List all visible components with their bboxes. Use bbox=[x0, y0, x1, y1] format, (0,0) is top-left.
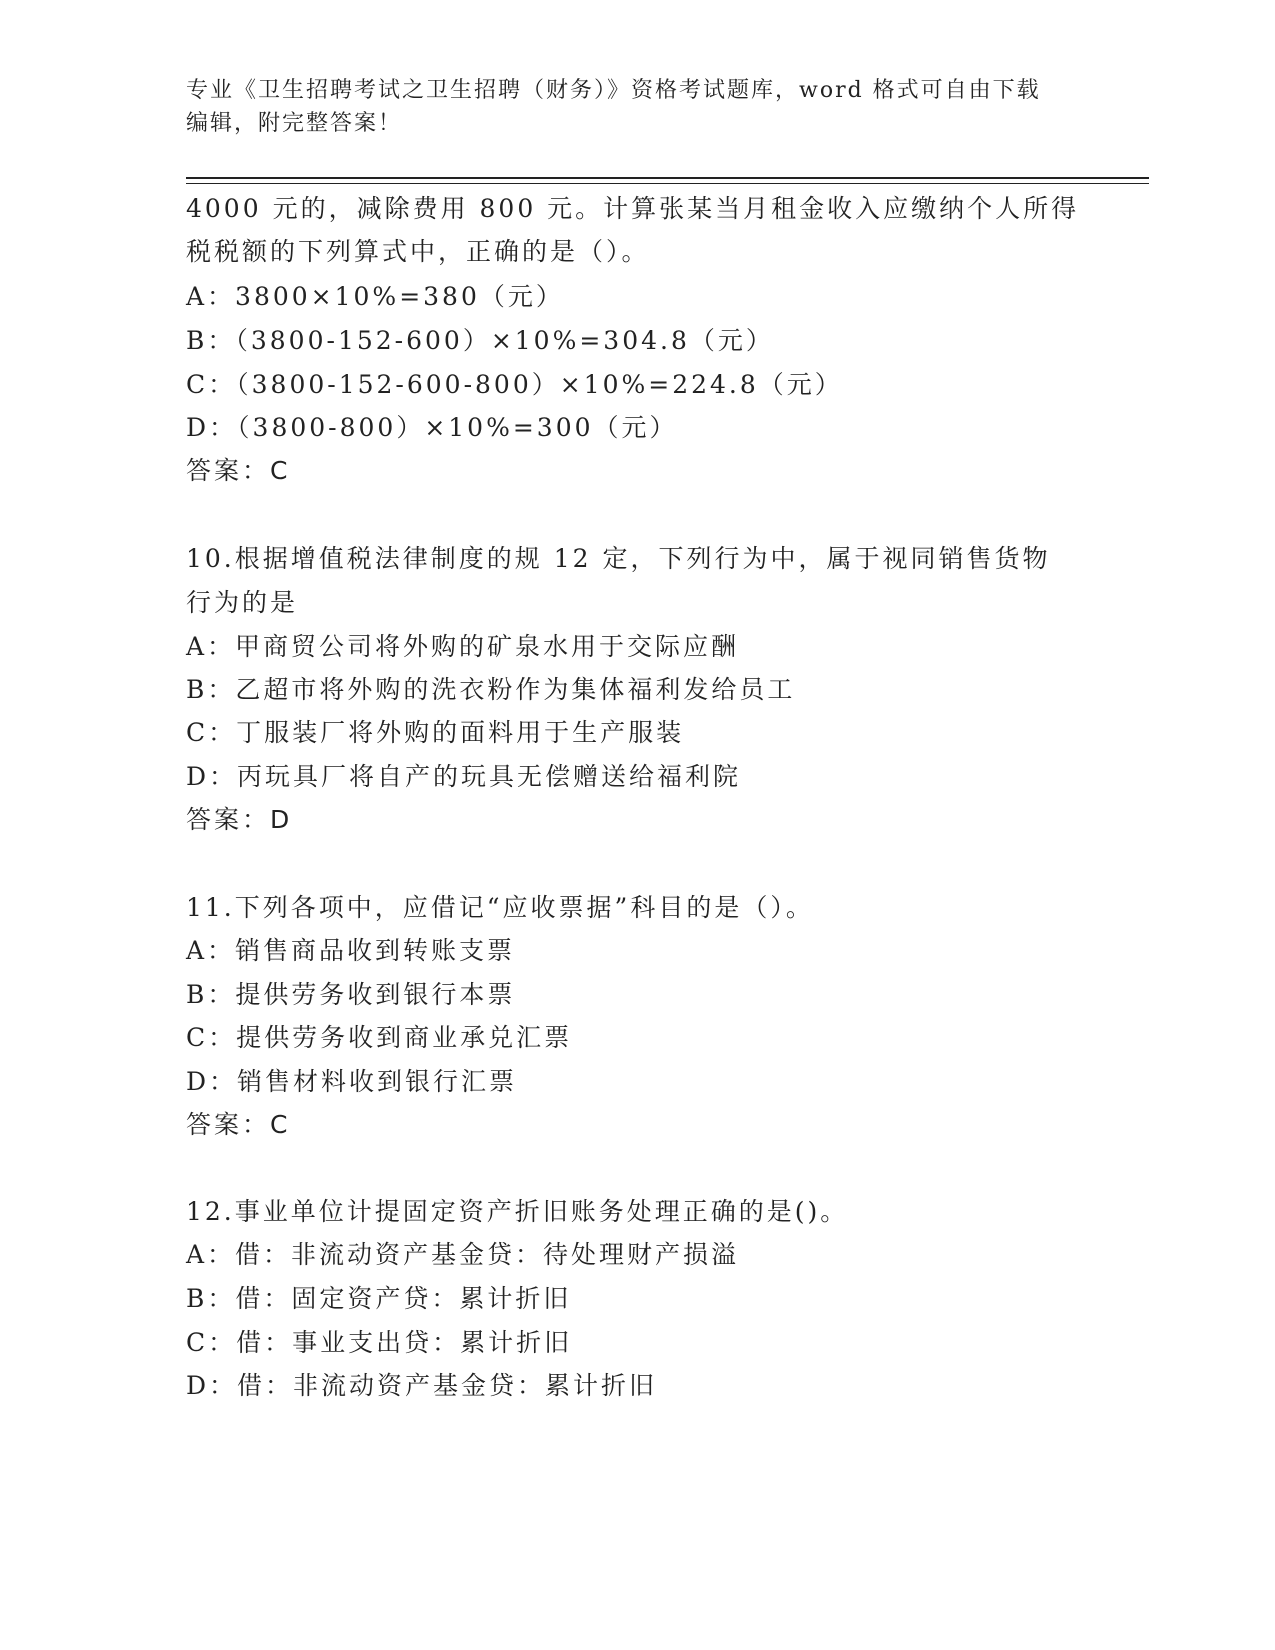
q12-option-d: D：借：非流动资产基金贷：累计折旧 bbox=[186, 1371, 658, 1400]
q11-option-c: C：提供劳务收到商业承兑汇票 bbox=[186, 1023, 573, 1052]
header-rule-thin bbox=[186, 183, 1149, 184]
q11-stem-line-1: 11.下列各项中，应借记“应收票据”科目的是（）。 bbox=[186, 893, 814, 922]
q9-option-d: D：（3800-800）×10%=300（元） bbox=[186, 413, 678, 442]
q11-option-a: A：销售商品收到转账支票 bbox=[186, 936, 516, 965]
q9-answer: 答案：C bbox=[186, 456, 291, 485]
q11-answer: 答案：C bbox=[186, 1110, 291, 1139]
header-line-2: 编辑，附完整答案！ bbox=[186, 111, 403, 136]
q11-option-d: D：销售材料收到银行汇票 bbox=[186, 1067, 518, 1096]
q10-option-b: B：乙超市将外购的洗衣粉作为集体福利发给员工 bbox=[186, 675, 796, 704]
q12-option-a: A：借：非流动资产基金贷：待处理财产损溢 bbox=[186, 1240, 740, 1269]
document-header bbox=[186, 74, 1086, 140]
q10-option-a: A：甲商贸公司将外购的矿泉水用于交际应酬 bbox=[186, 632, 740, 661]
q9-stem-line-1: 4000 元的，减除费用 800 元。计算张某当月租金收入应缴纳个人所得 bbox=[186, 194, 1080, 223]
header-rule-thick bbox=[186, 177, 1149, 179]
q11-option-b: B：提供劳务收到银行本票 bbox=[186, 980, 516, 1009]
q12-stem-line-1: 12.事业单位计提固定资产折旧账务处理正确的是()。 bbox=[186, 1197, 849, 1226]
q10-stem-line-2: 行为的是 bbox=[186, 588, 299, 617]
q12-option-c: C：借：事业支出贷：累计折旧 bbox=[186, 1328, 573, 1357]
q9-option-a: A：3800×10%=380（元） bbox=[186, 282, 564, 311]
q9-stem-line-2: 税税额的下列算式中，正确的是（）。 bbox=[186, 237, 650, 266]
q10-stem-line-1: 10.根据增值税法律制度的规 12 定，下列行为中，属于视同销售货物 bbox=[186, 544, 1051, 573]
q10-option-c: C：丁服装厂将外购的面料用于生产服装 bbox=[186, 718, 685, 747]
q9-option-c: C：（3800-152-600-800）×10%=224.8（元） bbox=[186, 370, 843, 399]
q10-option-d: D：丙玩具厂将自产的玩具无偿赠送给福利院 bbox=[186, 762, 742, 791]
q9-option-b: B：（3800-152-600）×10%=304.8（元） bbox=[186, 326, 774, 355]
q10-answer: 答案：D bbox=[186, 805, 293, 834]
q12-option-b: B：借：固定资产贷：累计折旧 bbox=[186, 1284, 572, 1313]
header-line-1: 专业《卫生招聘考试之卫生招聘（财务）》资格考试题库，word 格式可自由下载 bbox=[186, 78, 1041, 103]
